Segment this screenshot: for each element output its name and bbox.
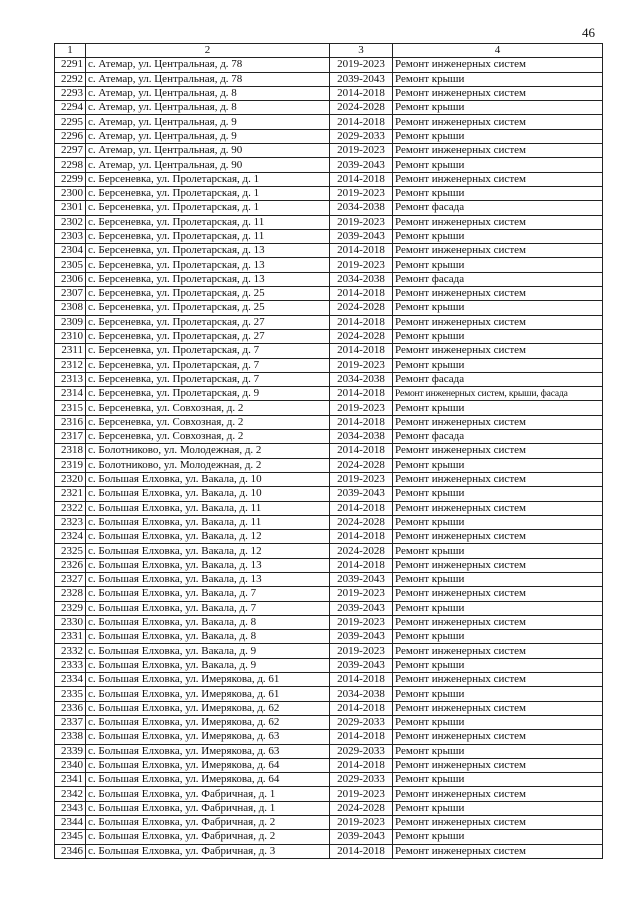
row-number: 2318: [55, 444, 86, 458]
period-cell: 2014-2018: [330, 444, 393, 458]
table-row: [55, 530, 603, 544]
row-number: 2327: [55, 572, 86, 586]
table-row: [55, 315, 603, 329]
address-cell: с. Атемар, ул. Центральная, д. 9: [86, 129, 330, 143]
address-cell: с. Атемар, ул. Центральная, д. 90: [86, 158, 330, 172]
work-type-cell: Ремонт крыши: [393, 601, 603, 615]
address-cell: с. Берсеневка, ул. Пролетарская, д. 27: [86, 329, 330, 343]
table-body: [55, 58, 603, 859]
work-type-cell: Ремонт крыши: [393, 773, 603, 787]
period-cell: 2019-2023: [330, 215, 393, 229]
address-cell: с. Большая Елховка, ул. Имерякова, д. 64: [86, 758, 330, 772]
table-row: [55, 201, 603, 215]
row-number: 2339: [55, 744, 86, 758]
period-cell: 2019-2023: [330, 144, 393, 158]
table-row: [55, 272, 603, 286]
period-cell: 2019-2023: [330, 358, 393, 372]
table-row: [55, 58, 603, 72]
period-cell: 2024-2028: [330, 329, 393, 343]
work-type-cell: Ремонт инженерных систем: [393, 344, 603, 358]
period-cell: 2039-2043: [330, 72, 393, 86]
table-row: [55, 787, 603, 801]
period-cell: 2034-2038: [330, 687, 393, 701]
table-row: [55, 158, 603, 172]
repair-schedule-table: [54, 43, 603, 859]
period-cell: 2019-2023: [330, 186, 393, 200]
period-cell: 2014-2018: [330, 344, 393, 358]
address-cell: с. Берсеневка, ул. Пролетарская, д. 11: [86, 215, 330, 229]
table-row: [55, 615, 603, 629]
table-row: [55, 115, 603, 129]
period-cell: 2014-2018: [330, 501, 393, 515]
table-row: [55, 415, 603, 429]
row-number: 2326: [55, 558, 86, 572]
row-number: 2291: [55, 58, 86, 72]
work-type-cell: Ремонт инженерных систем: [393, 315, 603, 329]
row-number: 2309: [55, 315, 86, 329]
work-type-cell: Ремонт инженерных систем: [393, 615, 603, 629]
period-cell: 2024-2028: [330, 301, 393, 315]
work-type-cell: Ремонт крыши: [393, 401, 603, 415]
address-cell: с. Большая Елховка, ул. Фабричная, д. 3: [86, 844, 330, 858]
row-number: 2317: [55, 430, 86, 444]
table-row: [55, 644, 603, 658]
period-cell: 2039-2043: [330, 158, 393, 172]
work-type-cell: Ремонт фасада: [393, 201, 603, 215]
period-cell: 2034-2038: [330, 272, 393, 286]
table-header-row: [55, 44, 603, 58]
period-cell: 2034-2038: [330, 201, 393, 215]
row-number: 2307: [55, 287, 86, 301]
work-type-cell: Ремонт инженерных систем: [393, 816, 603, 830]
row-number: 2325: [55, 544, 86, 558]
address-cell: с. Большая Елховка, ул. Вакала, д. 11: [86, 515, 330, 529]
period-cell: 2019-2023: [330, 258, 393, 272]
row-number: 2340: [55, 758, 86, 772]
table-row: [55, 758, 603, 772]
table-row: [55, 515, 603, 529]
row-number: 2336: [55, 701, 86, 715]
period-cell: 2014-2018: [330, 244, 393, 258]
row-number: 2302: [55, 215, 86, 229]
address-cell: с. Берсеневка, ул. Пролетарская, д. 27: [86, 315, 330, 329]
work-type-cell: Ремонт крыши: [393, 630, 603, 644]
row-number: 2303: [55, 229, 86, 243]
table-row: [55, 816, 603, 830]
table-row: [55, 730, 603, 744]
period-cell: 2019-2023: [330, 787, 393, 801]
row-number: 2295: [55, 115, 86, 129]
table-row: [55, 472, 603, 486]
table-row: [55, 673, 603, 687]
period-cell: 2014-2018: [330, 115, 393, 129]
period-cell: 2014-2018: [330, 415, 393, 429]
period-cell: 2039-2043: [330, 487, 393, 501]
period-cell: 2039-2043: [330, 830, 393, 844]
work-type-cell: Ремонт крыши: [393, 229, 603, 243]
period-cell: 2019-2023: [330, 587, 393, 601]
period-cell: 2014-2018: [330, 673, 393, 687]
table-row: [55, 86, 603, 100]
period-cell: 2019-2023: [330, 615, 393, 629]
period-cell: 2034-2038: [330, 372, 393, 386]
table-row: [55, 630, 603, 644]
period-cell: 2024-2028: [330, 801, 393, 815]
table-row: [55, 701, 603, 715]
row-number: 2328: [55, 587, 86, 601]
table-row: [55, 172, 603, 186]
table-row: [55, 401, 603, 415]
row-number: 2329: [55, 601, 86, 615]
work-type-cell: Ремонт крыши: [393, 515, 603, 529]
work-type-cell: Ремонт крыши: [393, 129, 603, 143]
address-cell: с. Берсеневка, ул. Совхозная, д. 2: [86, 415, 330, 429]
work-type-cell: Ремонт крыши: [393, 101, 603, 115]
table-row: [55, 715, 603, 729]
period-cell: 2014-2018: [330, 530, 393, 544]
work-type-cell: Ремонт крыши: [393, 687, 603, 701]
row-number: 2341: [55, 773, 86, 787]
address-cell: с. Атемар, ул. Центральная, д. 8: [86, 86, 330, 100]
work-type-cell: Ремонт инженерных систем: [393, 844, 603, 858]
address-cell: с. Берсеневка, ул. Пролетарская, д. 1: [86, 172, 330, 186]
work-type-cell: Ремонт инженерных систем: [393, 444, 603, 458]
row-number: 2344: [55, 816, 86, 830]
table-row: [55, 287, 603, 301]
table-row: [55, 558, 603, 572]
row-number: 2338: [55, 730, 86, 744]
address-cell: с. Большая Елховка, ул. Фабричная, д. 2: [86, 830, 330, 844]
period-cell: 2014-2018: [330, 558, 393, 572]
address-cell: с. Берсеневка, ул. Пролетарская, д. 11: [86, 229, 330, 243]
table-row: [55, 372, 603, 386]
work-type-cell: Ремонт инженерных систем: [393, 501, 603, 515]
row-number: 2343: [55, 801, 86, 815]
table-row: [55, 358, 603, 372]
address-cell: с. Большая Елховка, ул. Имерякова, д. 62: [86, 701, 330, 715]
table-row: [55, 144, 603, 158]
header-col-number: 1: [55, 44, 86, 58]
address-cell: с. Берсеневка, ул. Пролетарская, д. 7: [86, 358, 330, 372]
address-cell: с. Берсеневка, ул. Пролетарская, д. 1: [86, 186, 330, 200]
table-row: [55, 244, 603, 258]
table-row: [55, 215, 603, 229]
period-cell: 2024-2028: [330, 515, 393, 529]
row-number: 2322: [55, 501, 86, 515]
row-number: 2304: [55, 244, 86, 258]
table-row: [55, 387, 603, 401]
period-cell: 2014-2018: [330, 387, 393, 401]
work-type-cell: Ремонт крыши: [393, 801, 603, 815]
period-cell: 2039-2043: [330, 630, 393, 644]
table-row: [55, 601, 603, 615]
work-type-cell: Ремонт инженерных систем, крыши, фасада: [393, 387, 603, 401]
period-cell: 2029-2033: [330, 773, 393, 787]
table-row: [55, 229, 603, 243]
work-type-cell: Ремонт инженерных систем: [393, 415, 603, 429]
period-cell: 2029-2033: [330, 744, 393, 758]
work-type-cell: Ремонт крыши: [393, 715, 603, 729]
table-row: [55, 801, 603, 815]
work-type-cell: Ремонт инженерных систем: [393, 787, 603, 801]
table-row: [55, 258, 603, 272]
table-row: [55, 501, 603, 515]
period-cell: 2014-2018: [330, 86, 393, 100]
table-row: [55, 587, 603, 601]
table-row: [55, 744, 603, 758]
row-number: 2299: [55, 172, 86, 186]
row-number: 2330: [55, 615, 86, 629]
address-cell: с. Большая Елховка, ул. Имерякова, д. 61: [86, 673, 330, 687]
row-number: 2332: [55, 644, 86, 658]
address-cell: с. Атемар, ул. Центральная, д. 8: [86, 101, 330, 115]
address-cell: с. Берсеневка, ул. Пролетарская, д. 25: [86, 301, 330, 315]
table-row: [55, 544, 603, 558]
row-number: 2306: [55, 272, 86, 286]
period-cell: 2019-2023: [330, 472, 393, 486]
work-type-cell: Ремонт крыши: [393, 186, 603, 200]
row-number: 2305: [55, 258, 86, 272]
work-type-cell: Ремонт крыши: [393, 358, 603, 372]
work-type-cell: Ремонт инженерных систем: [393, 287, 603, 301]
address-cell: с. Большая Елховка, ул. Имерякова, д. 63: [86, 730, 330, 744]
table-row: [55, 129, 603, 143]
row-number: 2319: [55, 458, 86, 472]
work-type-cell: Ремонт крыши: [393, 72, 603, 86]
work-type-cell: Ремонт крыши: [393, 744, 603, 758]
row-number: 2308: [55, 301, 86, 315]
address-cell: с. Атемар, ул. Центральная, д. 78: [86, 58, 330, 72]
work-type-cell: Ремонт крыши: [393, 258, 603, 272]
header-col-period: 3: [330, 44, 393, 58]
address-cell: с. Атемар, ул. Центральная, д. 78: [86, 72, 330, 86]
address-cell: с. Берсеневка, ул. Пролетарская, д. 13: [86, 258, 330, 272]
table-row: [55, 430, 603, 444]
period-cell: 2019-2023: [330, 58, 393, 72]
address-cell: с. Большая Елховка, ул. Имерякова, д. 61: [86, 687, 330, 701]
work-type-cell: Ремонт инженерных систем: [393, 530, 603, 544]
address-cell: с. Большая Елховка, ул. Имерякова, д. 62: [86, 715, 330, 729]
period-cell: 2029-2033: [330, 715, 393, 729]
row-number: 2292: [55, 72, 86, 86]
work-type-cell: Ремонт инженерных систем: [393, 244, 603, 258]
address-cell: с. Болотниково, ул. Молодежная, д. 2: [86, 458, 330, 472]
table-row: [55, 301, 603, 315]
address-cell: с. Большая Елховка, ул. Вакала, д. 9: [86, 644, 330, 658]
work-type-cell: Ремонт инженерных систем: [393, 144, 603, 158]
row-number: 2334: [55, 673, 86, 687]
address-cell: с. Большая Елховка, ул. Имерякова, д. 64: [86, 773, 330, 787]
row-number: 2296: [55, 129, 86, 143]
header-col-work-type: 4: [393, 44, 603, 58]
address-cell: с. Болотниково, ул. Молодежная, д. 2: [86, 444, 330, 458]
period-cell: 2024-2028: [330, 101, 393, 115]
period-cell: 2029-2033: [330, 129, 393, 143]
address-cell: с. Большая Елховка, ул. Вакала, д. 9: [86, 658, 330, 672]
header-col-address: 2: [86, 44, 330, 58]
address-cell: с. Берсеневка, ул. Пролетарская, д. 7: [86, 372, 330, 386]
period-cell: 2019-2023: [330, 644, 393, 658]
work-type-cell: Ремонт инженерных систем: [393, 673, 603, 687]
period-cell: 2014-2018: [330, 315, 393, 329]
table-row: [55, 458, 603, 472]
period-cell: 2019-2023: [330, 816, 393, 830]
address-cell: с. Большая Елховка, ул. Вакала, д. 10: [86, 472, 330, 486]
table-row: [55, 773, 603, 787]
row-number: 2293: [55, 86, 86, 100]
work-type-cell: Ремонт крыши: [393, 458, 603, 472]
row-number: 2312: [55, 358, 86, 372]
table-row: [55, 658, 603, 672]
work-type-cell: Ремонт крыши: [393, 158, 603, 172]
row-number: 2315: [55, 401, 86, 415]
row-number: 2311: [55, 344, 86, 358]
row-number: 2342: [55, 787, 86, 801]
period-cell: 2039-2043: [330, 572, 393, 586]
period-cell: 2014-2018: [330, 701, 393, 715]
address-cell: с. Атемар, ул. Центральная, д. 90: [86, 144, 330, 158]
address-cell: с. Большая Елховка, ул. Вакала, д. 10: [86, 487, 330, 501]
address-cell: с. Большая Елховка, ул. Вакала, д. 12: [86, 544, 330, 558]
row-number: 2310: [55, 329, 86, 343]
work-type-cell: Ремонт инженерных систем: [393, 115, 603, 129]
address-cell: с. Большая Елховка, ул. Вакала, д. 8: [86, 630, 330, 644]
row-number: 2337: [55, 715, 86, 729]
work-type-cell: Ремонт крыши: [393, 658, 603, 672]
table-row: [55, 72, 603, 86]
table-row: [55, 329, 603, 343]
row-number: 2314: [55, 387, 86, 401]
work-type-cell: Ремонт фасада: [393, 372, 603, 386]
address-cell: с. Берсеневка, ул. Пролетарская, д. 9: [86, 387, 330, 401]
row-number: 2321: [55, 487, 86, 501]
address-cell: с. Большая Елховка, ул. Вакала, д. 13: [86, 572, 330, 586]
address-cell: с. Берсеневка, ул. Пролетарская, д. 7: [86, 344, 330, 358]
work-type-cell: Ремонт фасада: [393, 272, 603, 286]
period-cell: 2014-2018: [330, 287, 393, 301]
row-number: 2300: [55, 186, 86, 200]
row-number: 2294: [55, 101, 86, 115]
work-type-cell: Ремонт инженерных систем: [393, 644, 603, 658]
address-cell: с. Берсеневка, ул. Пролетарская, д. 13: [86, 272, 330, 286]
table-row: [55, 186, 603, 200]
address-cell: с. Большая Елховка, ул. Вакала, д. 12: [86, 530, 330, 544]
address-cell: с. Большая Елховка, ул. Вакала, д. 13: [86, 558, 330, 572]
row-number: 2331: [55, 630, 86, 644]
row-number: 2335: [55, 687, 86, 701]
address-cell: с. Большая Елховка, ул. Вакала, д. 7: [86, 587, 330, 601]
work-type-cell: Ремонт фасада: [393, 430, 603, 444]
work-type-cell: Ремонт крыши: [393, 830, 603, 844]
period-cell: 2039-2043: [330, 229, 393, 243]
row-number: 2323: [55, 515, 86, 529]
table-row: [55, 444, 603, 458]
period-cell: 2014-2018: [330, 844, 393, 858]
period-cell: 2039-2043: [330, 658, 393, 672]
address-cell: с. Большая Елховка, ул. Фабричная, д. 1: [86, 801, 330, 815]
table-row: [55, 101, 603, 115]
page-number: 46: [582, 25, 595, 40]
work-type-cell: Ремонт инженерных систем: [393, 215, 603, 229]
address-cell: с. Большая Елховка, ул. Вакала, д. 8: [86, 615, 330, 629]
table-row: [55, 572, 603, 586]
row-number: 2324: [55, 530, 86, 544]
period-cell: 2014-2018: [330, 172, 393, 186]
address-cell: с. Большая Елховка, ул. Фабричная, д. 2: [86, 816, 330, 830]
work-type-cell: Ремонт крыши: [393, 487, 603, 501]
address-cell: с. Большая Елховка, ул. Вакала, д. 11: [86, 501, 330, 515]
work-type-cell: Ремонт инженерных систем: [393, 472, 603, 486]
period-cell: 2019-2023: [330, 401, 393, 415]
work-type-cell: Ремонт инженерных систем: [393, 558, 603, 572]
period-cell: 2034-2038: [330, 430, 393, 444]
row-number: 2333: [55, 658, 86, 672]
period-cell: 2014-2018: [330, 730, 393, 744]
address-cell: с. Берсеневка, ул. Пролетарская, д. 25: [86, 287, 330, 301]
work-type-cell: Ремонт инженерных систем: [393, 587, 603, 601]
work-type-cell: Ремонт инженерных систем: [393, 730, 603, 744]
work-type-cell: Ремонт крыши: [393, 572, 603, 586]
work-type-cell: Ремонт инженерных систем: [393, 58, 603, 72]
work-type-cell: Ремонт крыши: [393, 544, 603, 558]
address-cell: с. Большая Елховка, ул. Вакала, д. 7: [86, 601, 330, 615]
address-cell: с. Большая Елховка, ул. Имерякова, д. 63: [86, 744, 330, 758]
row-number: 2298: [55, 158, 86, 172]
work-type-cell: Ремонт инженерных систем: [393, 172, 603, 186]
address-cell: с. Берсеневка, ул. Пролетарская, д. 1: [86, 201, 330, 215]
row-number: 2301: [55, 201, 86, 215]
table-row: [55, 487, 603, 501]
row-number: 2346: [55, 844, 86, 858]
address-cell: с. Берсеневка, ул. Совхозная, д. 2: [86, 401, 330, 415]
row-number: 2345: [55, 830, 86, 844]
table-row: [55, 844, 603, 858]
row-number: 2316: [55, 415, 86, 429]
row-number: 2313: [55, 372, 86, 386]
table-row: [55, 687, 603, 701]
period-cell: 2039-2043: [330, 601, 393, 615]
table-row: [55, 344, 603, 358]
period-cell: 2014-2018: [330, 758, 393, 772]
table-row: [55, 830, 603, 844]
row-number: 2320: [55, 472, 86, 486]
address-cell: с. Берсеневка, ул. Совхозная, д. 2: [86, 430, 330, 444]
work-type-cell: Ремонт инженерных систем: [393, 86, 603, 100]
address-cell: с. Берсеневка, ул. Пролетарская, д. 13: [86, 244, 330, 258]
address-cell: с. Атемар, ул. Центральная, д. 9: [86, 115, 330, 129]
work-type-cell: Ремонт крыши: [393, 329, 603, 343]
work-type-cell: Ремонт инженерных систем: [393, 701, 603, 715]
address-cell: с. Большая Елховка, ул. Фабричная, д. 1: [86, 787, 330, 801]
work-type-cell: Ремонт крыши: [393, 301, 603, 315]
period-cell: 2024-2028: [330, 458, 393, 472]
work-type-cell: Ремонт инженерных систем: [393, 758, 603, 772]
period-cell: 2024-2028: [330, 544, 393, 558]
row-number: 2297: [55, 144, 86, 158]
